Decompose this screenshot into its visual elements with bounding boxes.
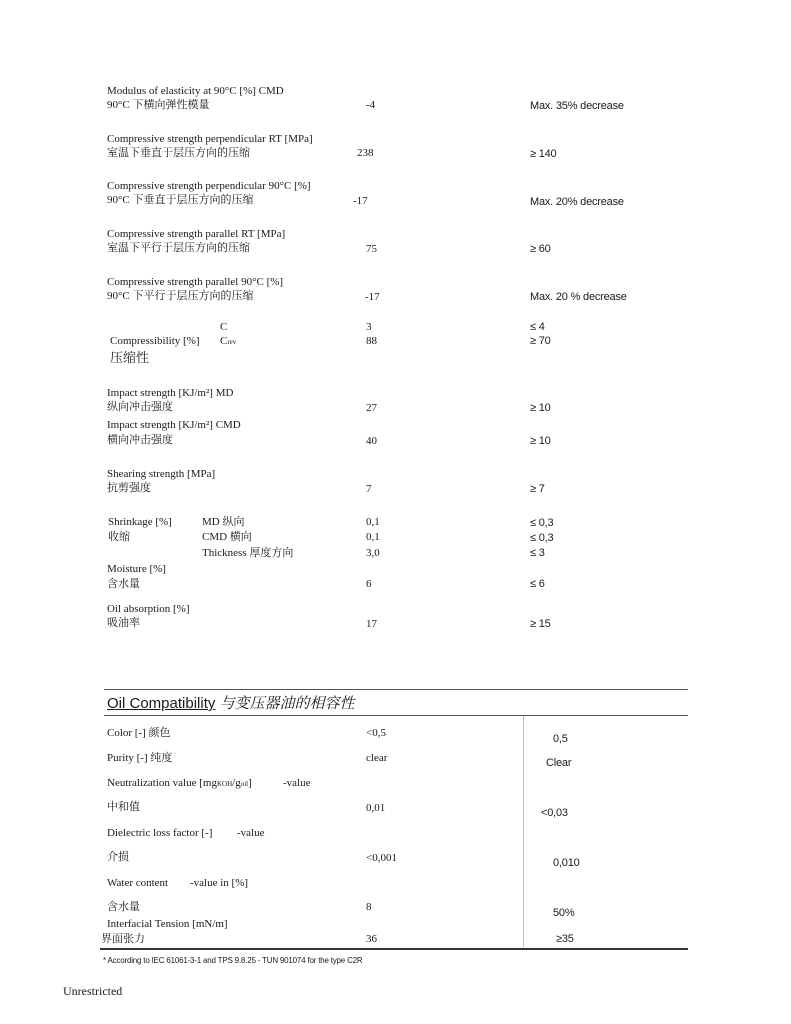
compressibility-crev-label: Crev [220,335,237,347]
property-label-en: Compressive strength perpendicular RT [MPa] [107,133,313,145]
property-label-cn: 纵向冲击强度 [107,401,173,413]
property-label-en: Compressive strength parallel 90°C [%] [107,276,284,288]
oil-property-value: 8 [366,901,372,913]
property-label-en: Moisture [%] [107,563,166,575]
property-label-en: Shearing strength [MPa] [107,468,216,480]
oil-property-label: Dielectric loss factor [-] [107,827,213,839]
compressibility-c-requirement: ≤ 4 [530,321,545,333]
oil-property-requirement: 0,5 [553,733,568,745]
property-label-cn: 吸油率 [107,617,140,629]
compressibility-c-label: C [220,321,228,333]
property-requirement: Max. 20 % decrease [530,291,627,303]
property-value: -17 [365,291,380,303]
property-value: 238 [357,147,374,159]
oil-property-label-cn: 中和值 [107,801,140,813]
property-value: 7 [366,483,372,495]
shrinkage-value: 0,1 [366,531,380,543]
oil-property-label: Purity [-] 纯度 [107,752,173,764]
property-requirement: ≥ 140 [530,148,557,160]
property-label-en: Shrinkage [%] [108,516,172,528]
property-label-cn: 室温下垂直于层压方向的压缩 [107,147,250,159]
shrinkage-direction-label: CMD 横向 [202,531,252,543]
oil-property-suffix: -value [237,827,265,839]
section-title-rule [104,715,688,716]
property-value: -17 [353,195,368,207]
compressibility-crev-value: 88 [366,335,377,347]
oil-property-value: clear [366,752,388,764]
section-title-cn: 与变压器油的相容性 [219,694,355,712]
shrinkage-direction-label: MD 纵向 [202,516,245,528]
oil-property-label: Color [-] 颜色 [107,727,171,739]
compressibility-c-value: 3 [366,321,372,333]
shrinkage-requirement: ≤ 3 [530,547,545,559]
oil-property-requirement: Clear [546,757,572,769]
property-requirement: ≥ 15 [530,618,551,630]
property-label-en: Modulus of elasticity at 90°C [%] CMD [107,85,284,97]
property-label-en: Compressive strength perpendicular 90°C [%] [107,180,311,192]
oil-property-label-cn: 界面张力 [101,933,145,945]
property-label-cn: 90°C 下垂直于层压方向的压缩 [107,194,254,206]
property-label-cn: 横向冲击强度 [107,434,173,446]
oil-property-label: Interfacial Tension [mN/m] [107,918,228,930]
property-requirement: ≥ 60 [530,243,551,255]
section-title [107,694,355,713]
property-label-en: Impact strength [KJ/m²] MD [107,387,234,399]
oil-property-label-cn: 介损 [107,851,129,863]
shrinkage-direction-label: Thickness 厚度方向 [202,547,294,559]
property-requirement: Max. 20% decrease [530,196,624,208]
property-label-cn: 90°C 下横向弹性模量 [107,99,210,111]
property-label-en: Impact strength [KJ/m²] CMD [107,419,241,431]
oil-property-value: <0,001 [366,852,397,864]
property-value: 17 [366,618,377,630]
property-requirement: ≥ 10 [530,435,551,447]
section-bottom-rule [100,948,688,950]
property-label-cn: 抗剪强度 [107,482,151,494]
classification-label: Unrestricted [63,984,123,998]
property-requirement: ≥ 10 [530,402,551,414]
property-requirement: ≤ 6 [530,578,545,590]
property-value: -4 [366,99,376,111]
shrinkage-requirement: ≤ 0,3 [530,532,554,544]
property-label-cn: 收缩 [108,531,130,543]
section-title-en: Oil Compatibility [107,695,216,712]
property-label-en: Oil absorption [%] [107,603,190,615]
section-top-rule [104,689,688,690]
oil-property-requirement: 50% [553,907,575,919]
footnote: * According to IEC 61061-3-1 and TPS 9.8.25 - TUN 901074 for the type C2R [103,956,363,965]
oil-property-requirement: 0,010 [553,857,580,869]
property-label-cn: 90°C 下平行于层压方向的压缩 [107,290,254,302]
shrinkage-value: 3,0 [366,547,380,559]
oil-property-requirement: <0,03 [541,807,568,819]
property-value: 75 [366,243,377,255]
oil-property-label-cn: 含水量 [107,901,140,913]
compressibility-crev-requirement: ≥ 70 [530,335,551,347]
property-label-cn: 室温下平行于层压方向的压缩 [107,242,250,254]
property-value: 40 [366,435,377,447]
oil-property-label: Neutralization value [mgKOH/goil] [107,777,252,789]
column-divider [523,716,524,947]
property-label-en: Compressive strength parallel RT [MPa] [107,228,286,240]
property-label-cn: 压缩性 [110,350,150,365]
oil-property-suffix: -value in [%] [190,877,249,889]
property-label-cn: 含水量 [107,578,140,590]
property-requirement: Max. 35% decrease [530,100,624,112]
shrinkage-value: 0,1 [366,516,380,528]
property-value: 6 [366,578,372,590]
shrinkage-requirement: ≤ 0,3 [530,517,554,529]
oil-property-suffix: -value [283,777,311,789]
oil-property-value: 36 [366,933,377,945]
oil-property-value: 0,01 [366,802,386,814]
property-label-en: Compressibility [%] [110,335,200,347]
oil-property-requirement: ≥35 [556,933,574,945]
oil-property-value: <0,5 [366,727,386,739]
oil-property-label: Water content [107,877,169,889]
property-requirement: ≥ 7 [530,483,545,495]
property-value: 27 [366,402,377,414]
